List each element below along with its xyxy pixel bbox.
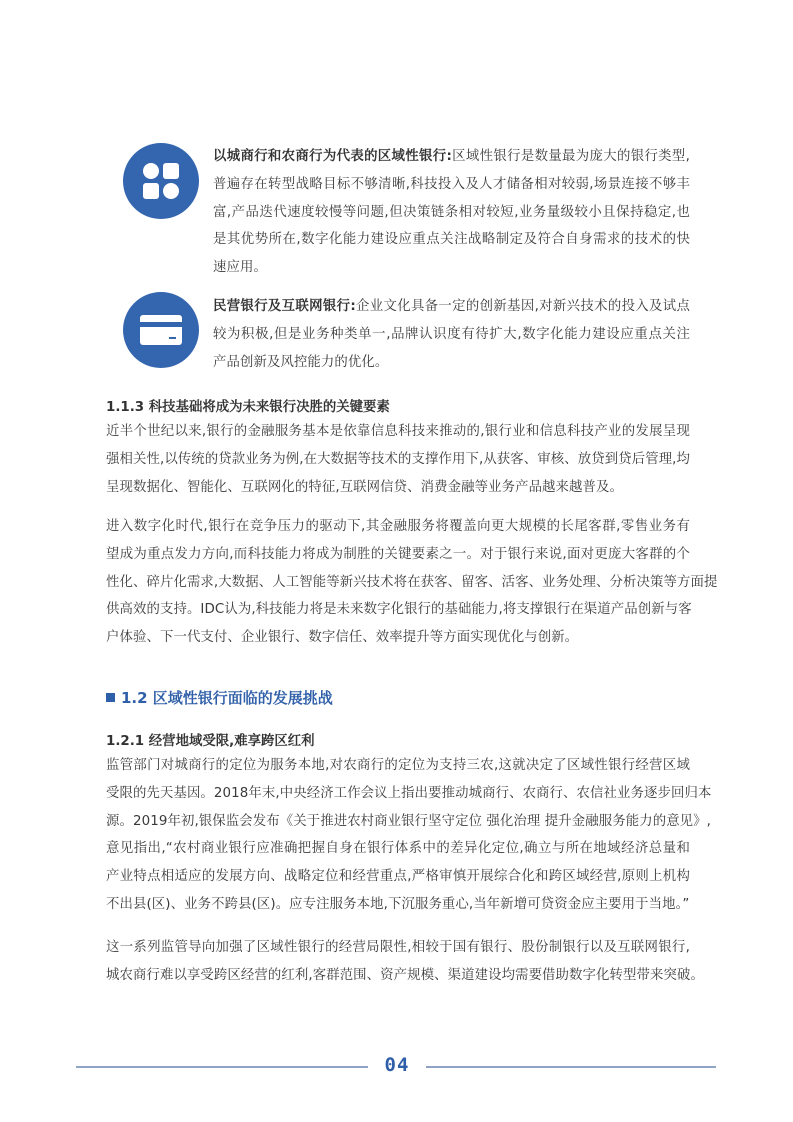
section-1-2-1-paragraph-2: 这一系列监管导向加强了区域性银行的经营局限性,相较于国有银行、股份制银行以及互联网银行, 城农商行难以享受跨区经营的红利,客群范围、资产规模、渠道建设均需要借助数字化转型带来突破。 [106, 940, 704, 983]
section-1-2-1-heading: 1.2.1 经营地域受限,难享跨区红利 [106, 734, 315, 749]
section-1-1-3-paragraph-1: 近半个世纪以来,银行的金融服务基本是依靠信息科技来推动的,银行业和信息科技产业的发展呈现 强相关性,以传统的贷款业务为例,在大数据等技术的支撑作用下,从获客、审核、放贷到贷后管理,均 呈现数据化、智能化、互联网化的特征,互联网信贷、消费金融等业务产品越来越普及。 [106, 424, 691, 495]
section-1-1-3-heading: 1.1.3 科技基础将成为未来银行决胜的关键要素 [106, 400, 390, 415]
credit-card-icon [123, 292, 199, 368]
square-bullet-icon [106, 693, 115, 702]
private-banks-paragraph: 民营银行及互联网银行:企业文化具备一定的创新基因,对新兴技术的投入及试点 较为积极,但是业务种类单一,品牌认识度有待扩大,数字化能力建设应重点关注 产品创新及风控能力的优化。 [213, 299, 690, 370]
section-1-2-heading: 1.2 区域性银行面临的发展挑战 [106, 687, 333, 708]
footer-divider-right [426, 1066, 716, 1068]
private-banks-title: 民营银行及互联网银行: [213, 299, 356, 314]
regional-banks-title: 以城商行和农商行为代表的区域性银行: [213, 149, 452, 164]
page-number: 04 [384, 1054, 410, 1076]
footer-divider-left [76, 1066, 368, 1068]
section-1-1-3-paragraph-2: 进入数字化时代,银行在竞争压力的驱动下,其金融服务将覆盖向更大规模的长尾客群,零售业务有 望成为重点发力方向,而科技能力将成为制胜的关键要素之一。对于银行来说,面对更庞大客群的个 性化、碎片化需求,大数据、人工智能等新兴技术将在获客、留客、活客、业务处理、分析决策等方面提 供高效的支持。IDC认为,科技能力将是未来数字化银行的基础能力,将支撑银行在渠道产品创新与客 户体验、下一代支付、企业银行、数字信任、效率提升等方面实现优化与创新。 [106, 519, 718, 646]
regional-banks-paragraph: 以城商行和农商行为代表的区域性银行:区域性银行是数量最为庞大的银行类型, 普遍存在转型战略目标不够清晰,科技投入及人才储备相对较弱,场景连接不够丰 富,产品迭代速度较慢等问题,但决策链条相对较短,业务量级较小且保持稳定,也 是其优势所在,数字化能力建设应重点关注战略制定及符合自身需求的技术的快 速应用。 [213, 149, 691, 276]
apps-grid-icon [123, 143, 199, 219]
section-1-2-1-paragraph-1: 监管部门对城商行的定位为服务本地,对农商行的定位为支持三农,这就决定了区域性银行经营区域 受限的先天基因。2018年末,中央经济工作会议上指出要推动城商行、农商行、农信社业务逐步回归本 源。2019年初,银保监会发布《关于推进农村商业银行坚守定位 强化治理 提升金融服务能力的意见》, 意见指出,“农村商业银行应准确把握自身在银行体系中的差异化定位,确立与所在地域经济总量和 产业特点相适应的发展方向、战略定位和经营重点,严格审慎开展综合化和跨区域经营,原则上机构 不出县(区)、业务不跨县(区)。应专注服务本地,下沉服务重心,当年新增可贷资金应主要用于当地。” [106, 758, 712, 912]
